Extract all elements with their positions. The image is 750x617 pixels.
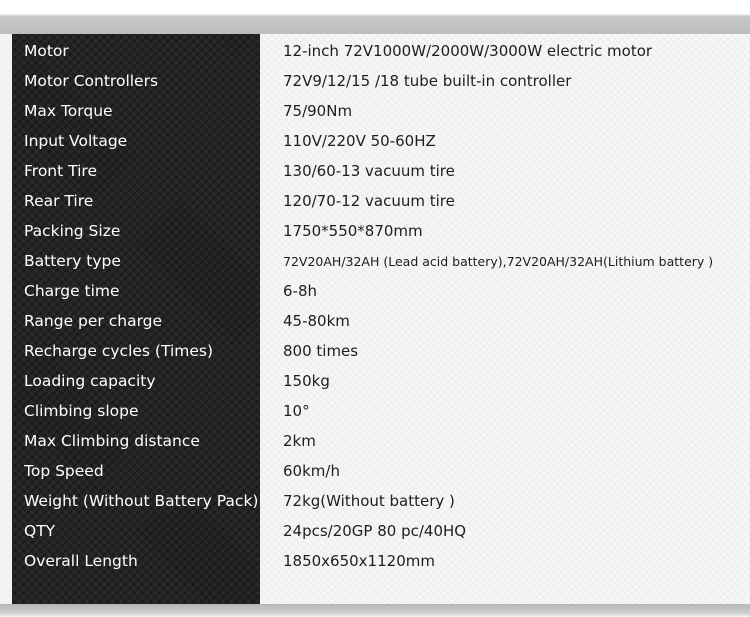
spec-label: Input Voltage — [24, 132, 128, 150]
spec-label: QTY — [24, 522, 56, 540]
spec-value: 60km/h — [283, 462, 340, 480]
spec-row-motor-controllers — [12, 66, 750, 96]
top-band — [0, 0, 750, 34]
spec-table — [12, 36, 750, 576]
spec-value: 120/70-12 vacuum tire — [283, 192, 455, 210]
spec-label: Max Climbing distance — [24, 432, 200, 450]
spec-row-packing-size — [12, 216, 750, 246]
spec-value: 800 times — [283, 342, 359, 360]
spec-row-top-speed — [12, 456, 750, 486]
spec-label: Motor — [24, 42, 69, 60]
spec-row-climbing-slope — [12, 396, 750, 426]
bottom-band — [0, 604, 750, 617]
spec-row-range-per-charge — [12, 306, 750, 336]
spec-value: 110V/220V 50-60HZ — [283, 132, 436, 150]
spec-row-charge-time — [12, 276, 750, 306]
spec-value: 75/90Nm — [283, 102, 353, 120]
spec-value: 12-inch 72V1000W/2000W/3000W electric motor — [283, 42, 653, 60]
spec-row-weight — [12, 486, 750, 516]
spec-value: 6-8h — [283, 282, 318, 300]
spec-label: Rear Tire — [24, 192, 94, 210]
spec-value: 72V9/12/15 /18 tube built-in controller — [283, 72, 572, 90]
spec-label: Top Speed — [24, 462, 104, 480]
spec-row-recharge-cycles — [12, 336, 750, 366]
spec-row-input-voltage — [12, 126, 750, 156]
spec-value: 1850x650x1120mm — [283, 552, 435, 570]
spec-row-front-tire — [12, 156, 750, 186]
spec-row-max-climbing-distance — [12, 426, 750, 456]
spec-row-overall-length — [12, 546, 750, 576]
spec-value: 150kg — [283, 372, 330, 390]
spec-row-max-torque — [12, 96, 750, 126]
spec-label: Loading capacity — [24, 372, 156, 390]
spec-value: 24pcs/20GP 80 pc/40HQ — [283, 522, 467, 540]
spec-label: Climbing slope — [24, 402, 139, 420]
spec-row-loading-capacity — [12, 366, 750, 396]
spec-label: Battery type — [24, 252, 121, 270]
spec-row-rear-tire — [12, 186, 750, 216]
spec-label: Packing Size — [24, 222, 121, 240]
spec-value: 72kg(Without battery ) — [283, 492, 455, 510]
spec-row-battery-type — [12, 246, 750, 276]
spec-label: Overall Length — [24, 552, 138, 570]
spec-row-motor — [12, 36, 750, 66]
spec-label: Recharge cycles (Times) — [24, 342, 214, 360]
spec-value: 72V20AH/32AH (Lead acid battery),72V20AH/32AH(Lithium battery ) — [283, 253, 714, 269]
spec-label: Front Tire — [24, 162, 97, 180]
spec-label: Range per charge — [24, 312, 163, 330]
spec-value: 2km — [283, 432, 316, 450]
spec-label: Weight (Without Battery Pack) — [24, 492, 259, 510]
spec-value: 45-80km — [283, 312, 350, 330]
spec-value: 130/60-13 vacuum tire — [283, 162, 455, 180]
spec-value: 10° — [283, 402, 310, 420]
spec-row-qty — [12, 516, 750, 546]
spec-label: Charge time — [24, 282, 120, 300]
spec-label: Motor Controllers — [24, 72, 159, 90]
spec-value: 1750*550*870mm — [283, 222, 423, 240]
spec-label: Max Torque — [24, 102, 113, 120]
